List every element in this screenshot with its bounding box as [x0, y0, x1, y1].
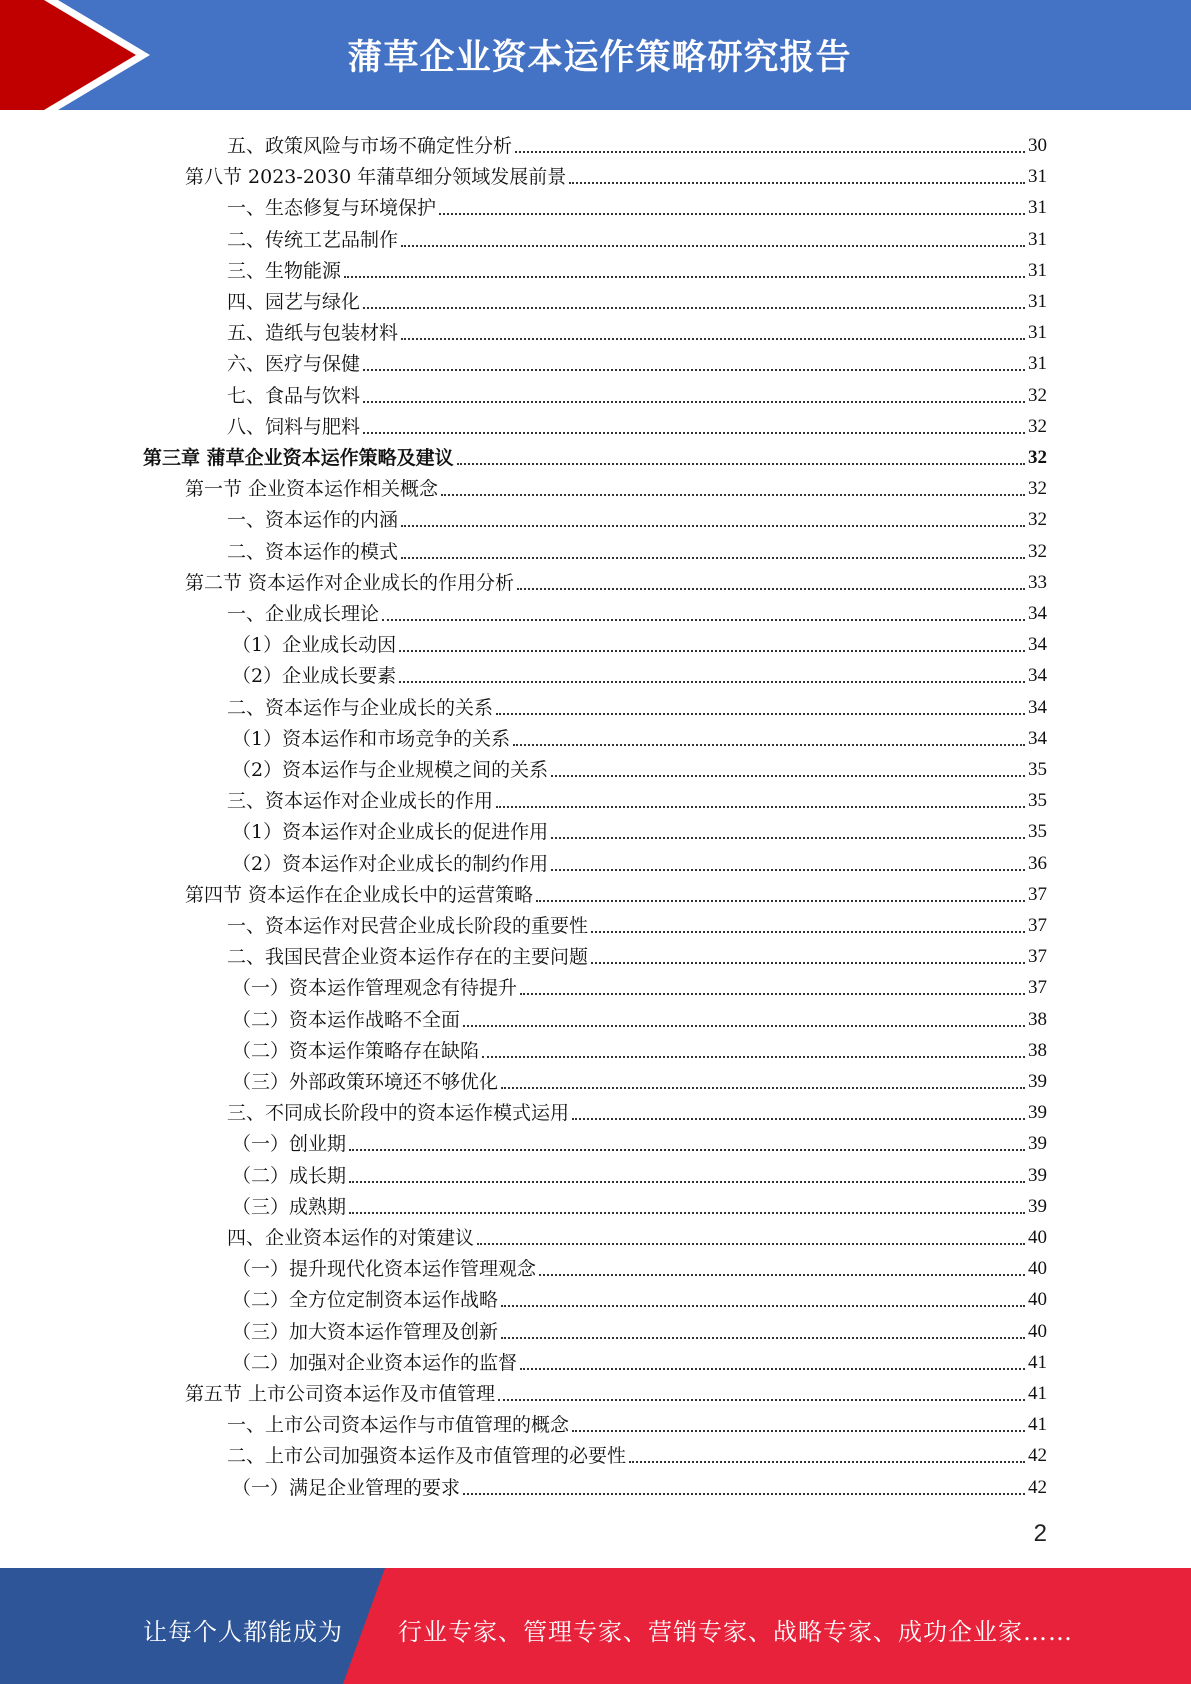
- toc-entry-page: 36: [1028, 852, 1047, 874]
- toc-entry-label: （一）资本运作管理观念有待提升: [232, 977, 518, 1000]
- toc-leader-dots: [551, 869, 1025, 871]
- toc-entry-page: 32: [1028, 447, 1047, 468]
- toc-leader-dots: [349, 1149, 1025, 1151]
- toc-entry-page: 32: [1028, 540, 1047, 562]
- toc-entry-label: （二）成长期: [232, 1164, 347, 1187]
- toc-entry[interactable]: [185, 470, 1047, 501]
- toc-entry-page: 31: [1028, 197, 1047, 219]
- toc-entry-page: 41: [1028, 1383, 1047, 1404]
- toc-entry-label: 第八节 2023-2030 年蒲草细分领域发展前景: [185, 166, 567, 189]
- toc-entry-page: 31: [1028, 259, 1047, 281]
- toc-entry[interactable]: [232, 845, 1047, 876]
- toc-entry[interactable]: [232, 1125, 1047, 1156]
- toc-entry[interactable]: [185, 1375, 1047, 1406]
- toc-entry-page: 31: [1028, 166, 1047, 188]
- toc-entry[interactable]: [227, 1219, 1047, 1250]
- toc-entry[interactable]: [227, 221, 1047, 252]
- toc-entry-page: 34: [1028, 634, 1047, 656]
- toc-entry-page: 31: [1028, 353, 1047, 375]
- toc-entry[interactable]: [232, 1001, 1047, 1032]
- toc-entry-page: 31: [1028, 228, 1047, 250]
- toc-entry-label: 一、资本运作的内涵: [227, 509, 399, 532]
- toc-leader-dots: [551, 775, 1025, 777]
- toc-entry-page: 39: [1028, 1195, 1047, 1217]
- toc-entry-page: 38: [1028, 1039, 1047, 1061]
- toc-entry[interactable]: [227, 689, 1047, 720]
- toc-entry-label: （一）满足企业管理的要求: [232, 1476, 461, 1499]
- toc-entry-label: （2）资本运作对企业成长的制约作用: [232, 852, 549, 875]
- toc-leader-dots: [520, 993, 1025, 995]
- toc-entry[interactable]: [227, 501, 1047, 532]
- toc-entry[interactable]: [227, 782, 1047, 813]
- toc-entry-page: 32: [1028, 509, 1047, 531]
- toc-leader-dots: [572, 1430, 1025, 1432]
- toc-leader-dots: [463, 1493, 1025, 1495]
- toc-entry-label: 第一节 企业资本运作相关概念: [185, 478, 439, 501]
- toc-entry[interactable]: [232, 813, 1047, 844]
- toc-entry[interactable]: [227, 189, 1047, 220]
- toc-leader-dots: [501, 1087, 1025, 1089]
- toc-entry-page: 31: [1028, 291, 1047, 312]
- toc-entry-page: 39: [1028, 1164, 1047, 1186]
- toc-entry-label: 第五节 上市公司资本运作及市值管理: [185, 1383, 496, 1405]
- toc-leader-dots: [344, 276, 1025, 278]
- toc-entry[interactable]: [232, 626, 1047, 657]
- toc-entry[interactable]: [227, 533, 1047, 564]
- toc-entry-page: 40: [1028, 1289, 1047, 1311]
- toc-leader-dots: [515, 151, 1025, 153]
- toc-leader-dots: [498, 1399, 1025, 1401]
- toc-leader-dots: [401, 557, 1025, 559]
- toc-leader-dots: [496, 713, 1025, 715]
- toc-entry-label: （二）资本运作战略不全面: [232, 1008, 461, 1031]
- toc-entry-label: 一、生态修复与环境保护: [227, 197, 437, 220]
- toc-entry-page: 31: [1028, 322, 1047, 344]
- toc-leader-dots: [399, 681, 1025, 683]
- toc-leader-dots: [482, 1056, 1025, 1058]
- toc-entry[interactable]: [232, 969, 1047, 1000]
- toc-entry[interactable]: [232, 1469, 1047, 1500]
- toc-leader-dots: [463, 1025, 1025, 1027]
- toc-entry-page: 42: [1028, 1476, 1047, 1498]
- toc-entry-label: 八、饲料与肥料: [227, 415, 361, 438]
- toc-entry-label: （二）全方位定制资本运作战略: [232, 1289, 499, 1312]
- toc-entry-page: 32: [1028, 415, 1047, 437]
- toc-entry-label: 一、上市公司资本运作与市值管理的概念: [227, 1414, 570, 1437]
- toc-leader-dots: [501, 1337, 1025, 1339]
- page-header: [0, 0, 1191, 110]
- toc-entry-label: 第四节 资本运作在企业成长中的运营策略: [185, 883, 534, 906]
- toc-entry[interactable]: [232, 720, 1047, 751]
- toc-leader-dots: [629, 1461, 1025, 1463]
- toc-entry[interactable]: [185, 564, 1047, 595]
- toc-entry-label: 三、不同成长阶段中的资本运作模式运用: [227, 1102, 570, 1125]
- toc-entry-label: （二）加强对企业资本运作的监督: [232, 1351, 518, 1374]
- toc-entry-label: 第二节 资本运作对企业成长的作用分析: [185, 571, 515, 594]
- toc-entry[interactable]: [232, 1032, 1047, 1063]
- toc-entry-label: 六、医疗与保健: [227, 353, 361, 376]
- toc-entry-label: 一、企业成长理论: [227, 603, 380, 625]
- toc-entry-page: 39: [1028, 1102, 1047, 1124]
- toc-leader-dots: [551, 837, 1025, 839]
- toc-entry-label: （1）资本运作和市场竞争的关系: [232, 727, 511, 750]
- toc-entry-label: （二）资本运作策略存在缺陷: [232, 1039, 480, 1062]
- toc-entry-label: 二、上市公司加强资本运作及市值管理的必要性: [227, 1445, 627, 1468]
- toc-entry[interactable]: [227, 907, 1047, 938]
- toc-leader-dots: [591, 931, 1025, 933]
- toc-entry[interactable]: [227, 408, 1047, 439]
- toc-entry-label: 二、资本运作与企业成长的关系: [227, 696, 494, 719]
- toc-entry[interactable]: [232, 1281, 1047, 1312]
- toc-leader-dots: [401, 525, 1025, 527]
- toc-entry-label: （2）企业成长要素: [232, 665, 397, 688]
- toc-entry[interactable]: [227, 314, 1047, 345]
- toc-entry[interactable]: [227, 938, 1047, 969]
- toc-leader-dots: [477, 1243, 1025, 1245]
- toc-entry[interactable]: [232, 1313, 1047, 1344]
- toc-leader-dots: [569, 182, 1025, 184]
- toc-entry-label: 五、政策风险与市场不确定性分析: [227, 135, 513, 157]
- toc-entry-label: 三、资本运作对企业成长的作用: [227, 790, 494, 813]
- toc-entry[interactable]: [185, 876, 1047, 907]
- toc-entry[interactable]: [232, 1344, 1047, 1375]
- toc-leader-dots: [536, 900, 1025, 902]
- toc-leader-dots: [517, 588, 1025, 590]
- toc-entry-label: 四、企业资本运作的对策建议: [227, 1227, 475, 1249]
- toc-leader-dots: [363, 307, 1025, 309]
- toc-leader-dots: [591, 962, 1025, 964]
- toc-entry[interactable]: [227, 595, 1047, 626]
- report-title: 蒲草企业资本运作策略研究报告: [347, 38, 852, 78]
- toc-leader-dots: [520, 1368, 1025, 1370]
- toc-entry[interactable]: [232, 657, 1047, 688]
- toc-entry[interactable]: [232, 1063, 1047, 1094]
- toc-entry-page: 42: [1028, 1445, 1047, 1467]
- toc-leader-dots: [513, 744, 1025, 746]
- toc-leader-dots: [441, 494, 1025, 496]
- toc-leader-dots: [363, 369, 1025, 371]
- toc-entry[interactable]: [185, 158, 1047, 189]
- toc-leader-dots: [501, 1305, 1025, 1307]
- toc-entry[interactable]: [227, 283, 1047, 314]
- toc-entry-page: 39: [1028, 1133, 1047, 1155]
- toc-entry-page: 40: [1028, 1320, 1047, 1342]
- toc-entry-page: 40: [1028, 1227, 1047, 1248]
- footer-slogan-right: 行业专家、管理专家、营销专家、战略专家、成功企业家……: [398, 1618, 1073, 1646]
- toc-entry-label: （三）外部政策环境还不够优化: [232, 1071, 499, 1093]
- toc-entry-label: 七、食品与饮料: [227, 384, 361, 407]
- toc-entry-page: 32: [1028, 384, 1047, 406]
- toc-leader-dots: [382, 619, 1025, 621]
- toc-entry-label: 四、园艺与绿化: [227, 291, 361, 313]
- page-number: 2: [1033, 1520, 1047, 1547]
- toc-leader-dots: [399, 650, 1025, 652]
- toc-entry-page: 35: [1028, 821, 1047, 843]
- toc-entry-label: （1）资本运作对企业成长的促进作用: [232, 821, 549, 844]
- toc-leader-dots: [572, 1118, 1025, 1120]
- toc-entry-label: （三）成熟期: [232, 1195, 347, 1218]
- toc-entry[interactable]: [143, 439, 1047, 470]
- toc-leader-dots: [496, 806, 1025, 808]
- toc-entry[interactable]: [227, 252, 1047, 283]
- toc-entry[interactable]: [232, 751, 1047, 782]
- toc-entry-page: 39: [1028, 1071, 1047, 1092]
- toc-entry-page: 34: [1028, 727, 1047, 749]
- toc-leader-dots: [401, 245, 1025, 247]
- toc-entry[interactable]: [227, 127, 1047, 158]
- toc-entry-page: 32: [1028, 478, 1047, 500]
- toc-leader-dots: [363, 401, 1025, 403]
- toc-entry[interactable]: [227, 1094, 1047, 1125]
- toc-leader-dots: [457, 463, 1025, 465]
- toc-entry-label: 第三章 蒲草企业资本运作策略及建议: [143, 447, 454, 469]
- toc-entry-page: 37: [1028, 946, 1047, 968]
- toc-entry-page: 37: [1028, 883, 1047, 905]
- toc-entry-label: （2）资本运作与企业规模之间的关系: [232, 759, 549, 781]
- toc-entry-label: （三）加大资本运作管理及创新: [232, 1320, 499, 1343]
- toc-entry-page: 34: [1028, 603, 1047, 624]
- toc-entry[interactable]: [227, 1437, 1047, 1468]
- toc-entry-label: （1）企业成长动因: [232, 634, 397, 657]
- toc-leader-dots: [363, 432, 1025, 434]
- toc-entry-label: 三、生物能源: [227, 259, 342, 282]
- toc-entry-page: 34: [1028, 665, 1047, 687]
- toc-leader-dots: [349, 1212, 1025, 1214]
- toc-entry-label: 一、资本运作对民营企业成长阶段的重要性: [227, 915, 589, 937]
- toc-entry-label: 二、资本运作的模式: [227, 540, 399, 563]
- toc-entry-page: 30: [1028, 135, 1047, 156]
- toc-entry-label: （一）创业期: [232, 1133, 347, 1156]
- toc-leader-dots: [539, 1274, 1025, 1276]
- footer-slogan-left: 让每个人都能成为: [143, 1618, 343, 1646]
- toc-entry-label: 二、我国民营企业资本运作存在的主要问题: [227, 946, 589, 969]
- toc-entry[interactable]: [232, 1188, 1047, 1219]
- toc-entry-label: （一）提升现代化资本运作管理观念: [232, 1258, 537, 1281]
- toc-entry-page: 41: [1028, 1351, 1047, 1373]
- toc-entry-page: 41: [1028, 1414, 1047, 1436]
- toc-entry[interactable]: [227, 345, 1047, 376]
- toc-entry[interactable]: [227, 1406, 1047, 1437]
- toc-entry-page: 38: [1028, 1008, 1047, 1030]
- toc-entry-page: 37: [1028, 977, 1047, 999]
- toc-leader-dots: [439, 213, 1025, 215]
- toc-entry-page: 35: [1028, 759, 1047, 780]
- toc-entry-page: 34: [1028, 696, 1047, 718]
- toc-entry-page: 33: [1028, 571, 1047, 593]
- toc-entry[interactable]: [232, 1250, 1047, 1281]
- toc-entry-page: 35: [1028, 790, 1047, 812]
- toc-entry-label: 二、传统工艺品制作: [227, 228, 399, 251]
- toc-entry[interactable]: [232, 1157, 1047, 1188]
- toc-entry-label: 五、造纸与包装材料: [227, 322, 399, 345]
- toc-entry-page: 37: [1028, 915, 1047, 936]
- toc-leader-dots: [349, 1181, 1025, 1183]
- page-footer: [0, 1568, 1191, 1684]
- toc-leader-dots: [401, 338, 1025, 340]
- toc-entry-page: 40: [1028, 1258, 1047, 1280]
- toc-entry[interactable]: [227, 377, 1047, 408]
